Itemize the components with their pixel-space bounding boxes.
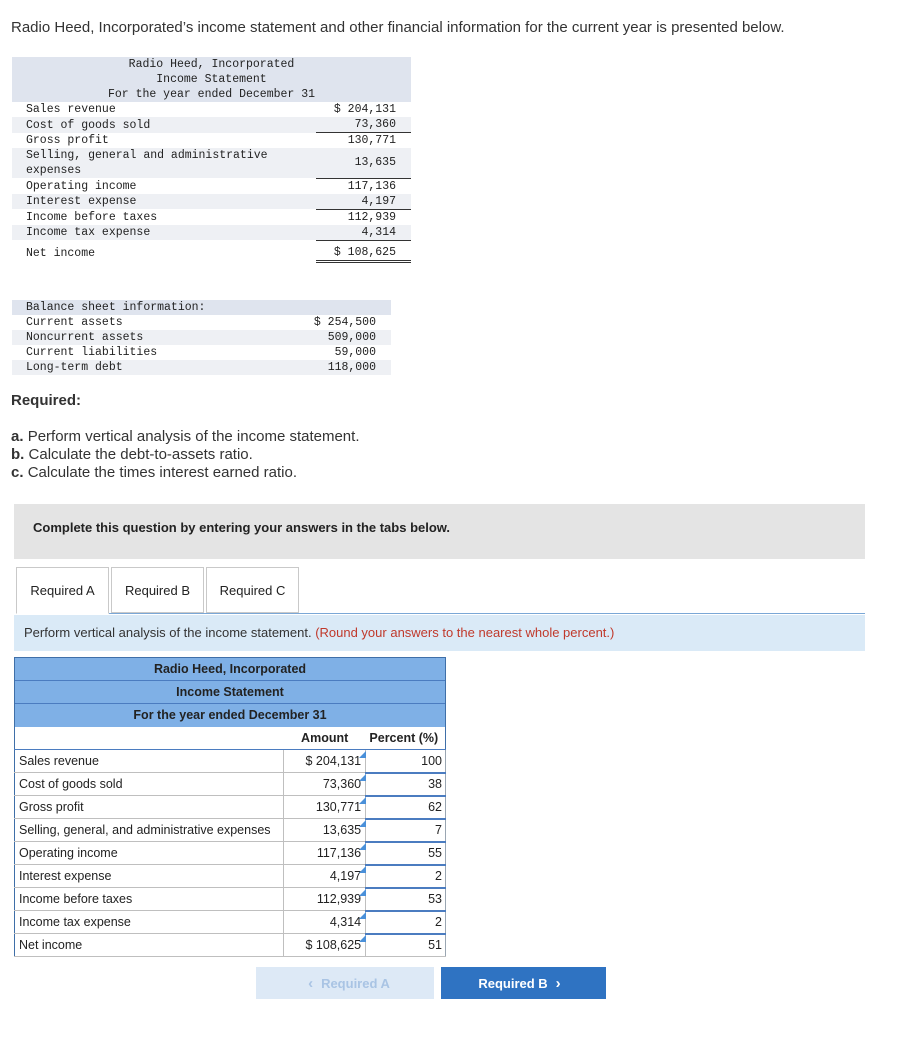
requirements-list <box>11 428 360 482</box>
table-row: Selling, general, and administrative expenses 13,635 7 <box>15 819 446 842</box>
answer-company: Radio Heed, Incorporated <box>15 658 446 681</box>
rounding-note: (Round your answers to the nearest whole percent.) <box>315 625 615 640</box>
table-row: Operating income 117,136 55 <box>15 842 446 865</box>
given-row-cont: expenses <box>12 163 411 178</box>
table-row: Income before taxes 112,939 53 <box>15 888 446 911</box>
given-row: Income before taxes 112,939 <box>26 210 396 224</box>
given-period: For the year ended December 31 <box>12 87 411 102</box>
comment-marker-icon[interactable] <box>359 820 366 827</box>
bs-row: Current assets $ 254,500 <box>26 316 376 329</box>
bs-row: Noncurrent assets 509,000 <box>12 330 391 345</box>
comment-marker-icon[interactable] <box>359 866 366 873</box>
given-row: Income tax expense 4,314 <box>12 225 411 241</box>
table-row: Net income $ 108,625 51 <box>15 934 446 957</box>
comment-marker-icon[interactable] <box>359 797 366 804</box>
vertical-analysis-table <box>14 657 446 957</box>
table-row: Sales revenue $ 204,131 100 <box>15 750 446 773</box>
next-required-b-button[interactable]: Required B › <box>441 967 606 999</box>
bs-row: Long-term debt 118,000 <box>12 360 391 375</box>
requirement-item: b. Calculate the debt-to-assets ratio. <box>11 446 253 463</box>
amount-column-header: Amount <box>284 727 366 750</box>
percent-column-header: Percent (%) <box>366 727 446 750</box>
tab-required-a[interactable]: Required A <box>16 567 109 614</box>
required-heading: Required: <box>11 392 82 409</box>
balance-sheet-title: Balance sheet information: <box>12 300 296 315</box>
instruction-banner-text: Complete this question by entering your answers in the tabs below. <box>33 520 451 535</box>
intro-text: Radio Heed, Incorporated’s income statement and other financial information for the current year is presented below. <box>11 19 785 36</box>
percent-input[interactable]: 55 <box>366 842 446 865</box>
percent-input[interactable]: 51 <box>366 934 446 957</box>
percent-input[interactable]: 62 <box>366 796 446 819</box>
instruction-banner <box>14 504 865 559</box>
given-row: Interest expense 4,197 <box>12 194 411 210</box>
tab-instruction: Perform vertical analysis of the income statement. (Round your answers to the nearest whole percent.) <box>14 615 865 651</box>
percent-input[interactable]: 2 <box>366 911 446 934</box>
given-row: Gross profit 130,771 <box>26 134 396 147</box>
percent-input[interactable]: 100 <box>366 750 446 773</box>
tab-divider <box>16 613 865 614</box>
table-row: Interest expense 4,197 2 <box>15 865 446 888</box>
given-row: Operating income 117,136 <box>26 179 396 193</box>
bs-row: Current liabilities 59,000 <box>26 346 376 359</box>
percent-input[interactable]: 2 <box>366 865 446 888</box>
answer-period: For the year ended December 31 <box>15 704 446 727</box>
percent-input[interactable]: 38 <box>366 773 446 796</box>
comment-marker-icon[interactable] <box>359 912 366 919</box>
percent-input[interactable]: 7 <box>366 819 446 842</box>
table-row: Cost of goods sold 73,360 38 <box>15 773 446 796</box>
comment-marker-icon[interactable] <box>359 889 366 896</box>
chevron-left-icon: ‹ <box>308 974 314 992</box>
chevron-right-icon: › <box>555 974 561 992</box>
given-row: Selling, general and administrative 13,635 <box>12 148 411 163</box>
comment-marker-icon[interactable] <box>359 774 366 781</box>
table-row: Gross profit 130,771 62 <box>15 796 446 819</box>
given-row: Sales revenue $ 204,131 <box>26 103 396 116</box>
given-title: Income Statement <box>12 72 411 87</box>
percent-input[interactable]: 53 <box>366 888 446 911</box>
given-income-statement <box>12 57 411 263</box>
given-row: Net income $ 108,625 <box>12 240 411 261</box>
comment-marker-icon[interactable] <box>359 751 366 758</box>
comment-marker-icon[interactable] <box>359 843 366 850</box>
requirement-item: a. Perform vertical analysis of the income statement. <box>11 428 360 445</box>
tab-required-c[interactable]: Required C <box>206 567 299 613</box>
given-company: Radio Heed, Incorporated <box>12 57 411 72</box>
answer-title: Income Statement <box>15 681 446 704</box>
tab-required-b[interactable]: Required B <box>111 567 204 613</box>
prev-required-a-button[interactable]: ‹ Required A <box>256 967 434 999</box>
table-row: Income tax expense 4,314 2 <box>15 911 446 934</box>
comment-marker-icon[interactable] <box>359 935 366 942</box>
given-row: Cost of goods sold 73,360 <box>12 117 411 133</box>
requirement-item: c. Calculate the times interest earned ratio. <box>11 464 297 481</box>
balance-sheet-info <box>12 300 391 375</box>
